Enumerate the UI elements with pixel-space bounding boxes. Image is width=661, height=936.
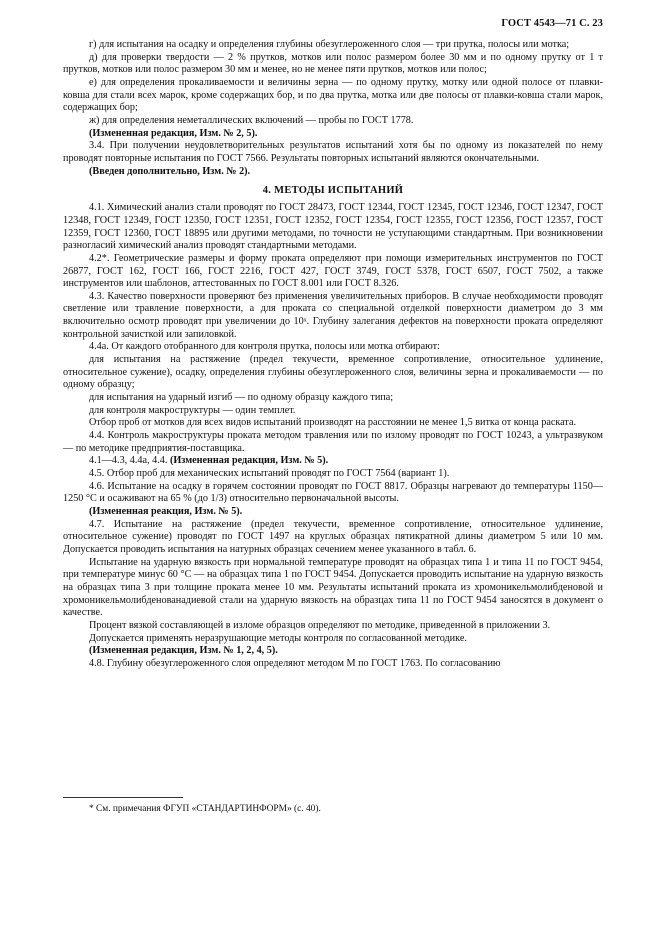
paragraph: ж) для определения неметаллических включений — пробы по ГОСТ 1778. xyxy=(89,114,414,126)
paragraph: 4.4. Контроль макроструктуры проката методом травления или по излому проводят по ГОСТ 10243, а ультразвуком — по методике предприятия-поставщика. xyxy=(63,430,603,454)
amendment-note: (Измененная редакция, Изм. № 5). xyxy=(167,455,329,467)
paragraph: 4.8. Глубину обезуглероженного слоя определяют методом М по ГОСТ 1763. По согласованию xyxy=(89,657,501,669)
document-page xyxy=(63,18,603,671)
paragraph: 4.2*. Геометрические размеры и форму проката определяют при помощи измерительных инструментов по ГОСТ 26877, ГОСТ 162, ГОСТ 166, ГОСТ 2216, ГОСТ 427, ГОСТ 3749, ГОСТ 5378, ГОСТ 6507, ГОСТ 7502, а также инструментов или шаблонов, аттестованных по ГОСТ 8.001 или ГОСТ 8.326. xyxy=(63,252,603,290)
paragraph: 4.7. Испытание на растяжение (предел текучести, временное сопротивление, относительное удлинение, относительное сужение) проводят по ГОСТ 1497 на круглых образцах пятикратной длины диаметром 5 или 10 мм. Допускается проводить испытания на натурных образцах сечением менее указанного в табл. 6. xyxy=(63,518,603,555)
paragraph: 4.6. Испытание на осадку в горячем состоянии проводят по ГОСТ 8817. Образцы нагревают до температуры 1150—1250 °С и осаживают на 65 % (до 1/3) относительно первоначальной высоты. xyxy=(63,480,603,505)
footnote-divider xyxy=(63,797,183,798)
paragraph: 3.4. При получении неудовлетворительных результатов испытаний хотя бы по одному из показателей по нему проводят повторные испытания по ГОСТ 7566. Результаты повторных испытаний являются окончательными. xyxy=(63,140,603,164)
paragraph: для контроля макроструктуры — один темплет. xyxy=(89,404,296,416)
paragraph: д) для проверки твердости — 2 % прутков, мотков или полос размером более 30 мм и по одному прутку от 1 т прутков, мотков или полос размером 30 мм и менее, но не менее пяти прутков, мотков или полос; xyxy=(63,51,603,76)
clause-refs: 4.1—4.3, 4.4а, 4.4. xyxy=(89,455,168,467)
amendment-note: (Измененная редакция, Изм. № 2, 5). xyxy=(89,127,258,139)
paragraph: для испытания на ударный изгиб — по одному образцу каждого типа; xyxy=(89,392,394,404)
footnote: * См. примечания ФГУП «СТАНДАРТИНФОРМ» (с. 40). xyxy=(89,804,321,814)
amendment-note: (Измененная редакция, Изм. № 1, 2, 4, 5). xyxy=(89,645,278,657)
paragraph: Процент вязкой составляющей в изломе образцов определяют по методике, приведенной в приложении 3. xyxy=(89,619,551,631)
text-block-clause-3 xyxy=(63,39,603,178)
running-header: ГОСТ 4543—71 С. 23 xyxy=(501,18,603,29)
paragraph: 4.1. Химический анализ стали проводят по ГОСТ 28473, ГОСТ 12344, ГОСТ 12345, ГОСТ 12346, ГОСТ 12347, ГОСТ 12348, ГОСТ 12349, ГОСТ 12350, ГОСТ 12351, ГОСТ 12352, ГОСТ 12354, ГОСТ 12355, ГОСТ 12356, ГОСТ 12357, ГОСТ 12359, ГОСТ 12360, ГОСТ 18895 или другими методами, по точности не уступающими стандартным. При возникновении разногласий химический анализ проводят стандартными методами. xyxy=(63,202,603,252)
paragraph: Допускается применять неразрушающие методы контроля по согласованной методике. xyxy=(89,632,467,644)
paragraph: е) для определения прокаливаемости и величины зерна — по одному прутку, мотку или одной полосе от плавки-ковша для стали всех марок, кроме содержащих бор, и по два прутка, мотка или две полосы от плавки-ковша стали марок, содержащих бор; xyxy=(63,76,603,114)
paragraph: для испытания на растяжение (предел текучести, временное сопротивление, относительное удлинение, относительное сужение), осадку, определения глубины обезуглероженного слоя, величины зерна и прокаливаемости — по одному образцу; xyxy=(63,354,603,391)
paragraph: 4.5. Отбор проб для механических испытаний проводят по ГОСТ 7564 (вариант 1). xyxy=(89,468,450,479)
section-title: 4. МЕТОДЫ ИСПЫТАНИЙ xyxy=(262,185,404,197)
paragraph: Испытание на ударную вязкость при нормальной температуре проводят на образцах типа 1 и типа 11 по ГОСТ 9454, при температуре минус 60 °С — на образцах типа 1 по ГОСТ 9454. Допускается проводить испытание на ударную вязкость на образцах типа 3 при толщине проката менее 10 мм. Результаты испытаний проката из хромоникельмолибденовой и хромоникельмолибденованадиевой стали на ударную вязкость на образцах типа 11 по ГОСТ 9454 заносятся в документ о качестве. xyxy=(63,556,603,619)
paragraph: 4.3. Качество поверхности проверяют без применения увеличительных приборов. В случае необходимости проводят светление или травление поверхности, а для проката со специальной отделкой поверхности диаметром до 3 мм включительно осмотр проводят при увеличении до 10ˣ. Глубину залегания дефектов на поверхности проката определяют контрольной зачисткой или запиловкой. xyxy=(63,290,603,340)
amendment-note: (Измененная реакция, Изм. № 5). xyxy=(89,505,243,517)
paragraph xyxy=(63,455,603,468)
paragraph: Отбор проб от мотков для всех видов испытаний производят на расстоянии не менее 1,5 витка от конца раската. xyxy=(89,417,577,429)
paragraph: 4.4а. От каждого отобранного для контроля прутка, полосы или мотка отбирают: xyxy=(89,341,440,353)
amendment-note: (Введен дополнительно, Изм. № 2). xyxy=(89,165,251,177)
text-block-section-4 xyxy=(63,202,603,670)
paragraph: г) для испытания на осадку и определения глубины обезуглероженного слоя — три прутка, полосы или мотка; xyxy=(89,39,570,50)
